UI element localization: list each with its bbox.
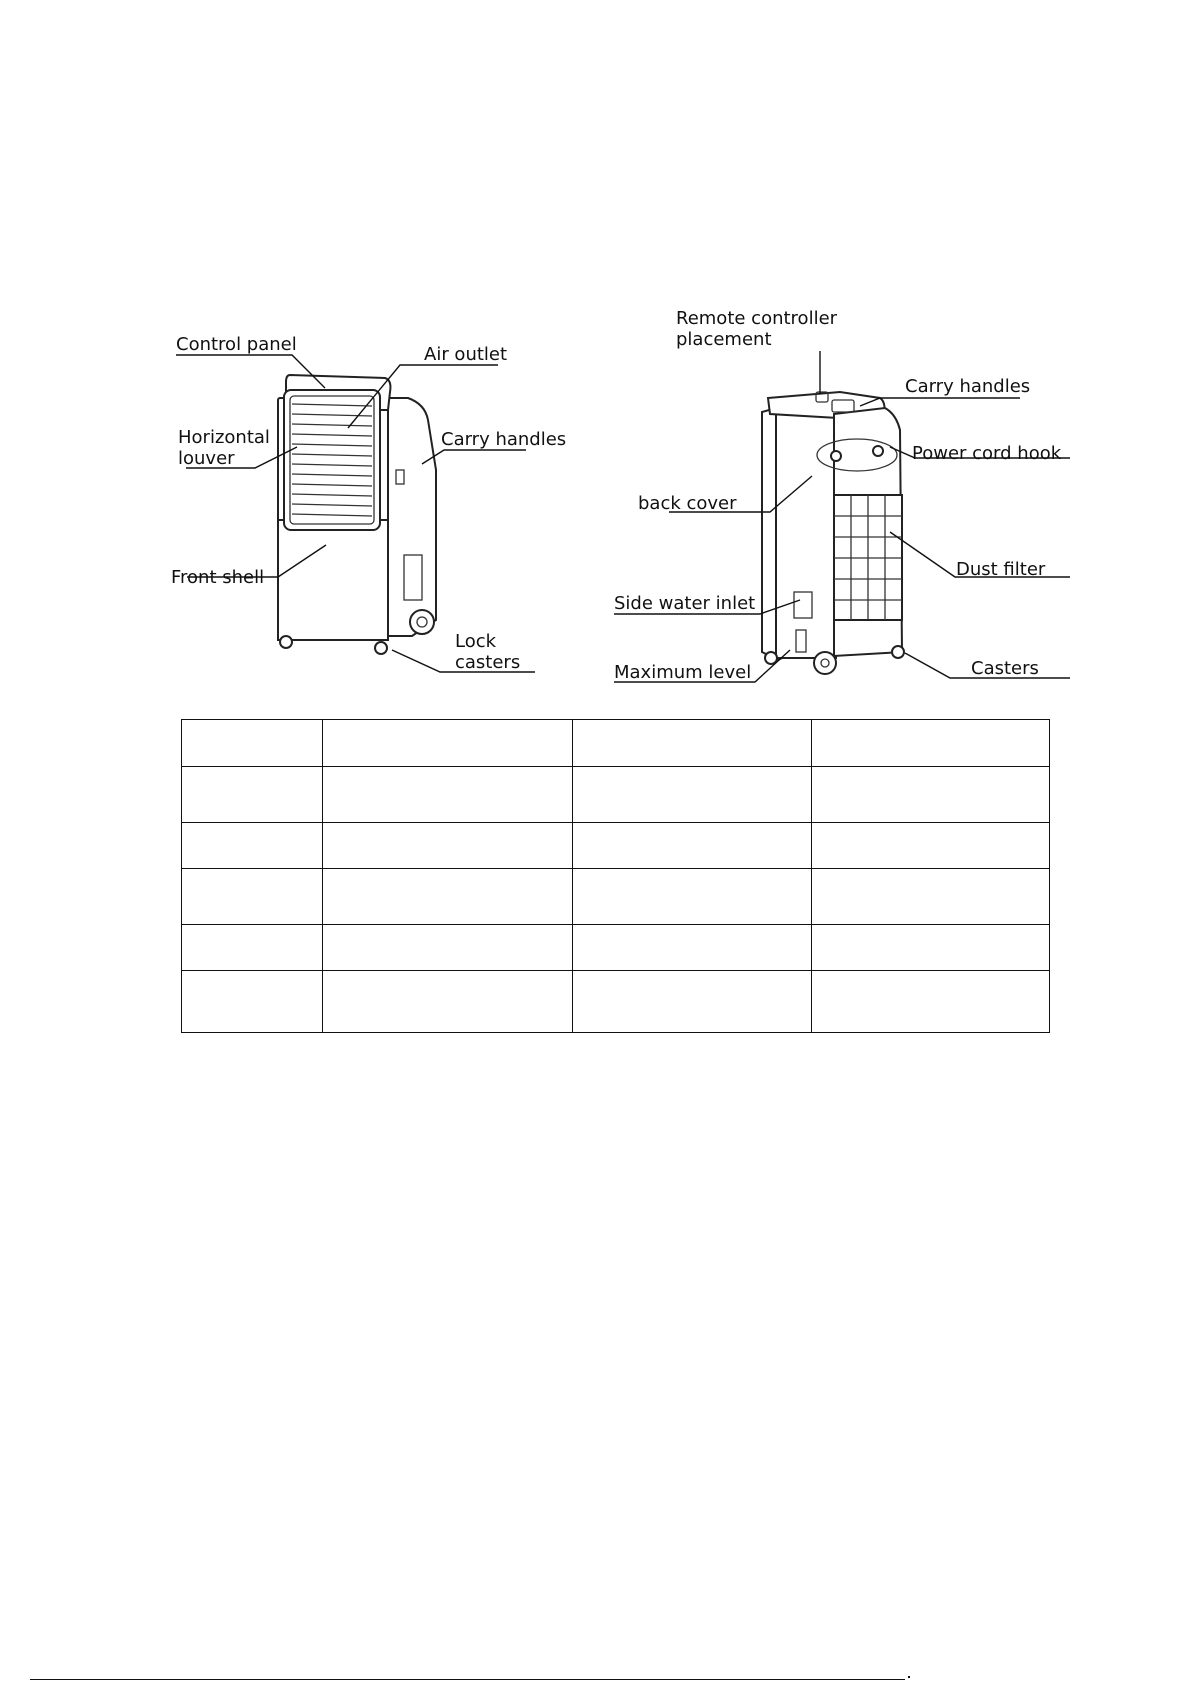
table-cell [573, 720, 812, 767]
label-air-outlet: Air outlet [424, 344, 508, 365]
label-dust-filter: Dust filter [956, 559, 1046, 580]
table-cell [573, 767, 812, 823]
table-cell [573, 823, 812, 869]
table-cell [182, 869, 323, 925]
table-cell [323, 869, 573, 925]
label-lock-casters-line1: Lock [455, 631, 497, 652]
table-row [182, 869, 1050, 925]
back-view-illustration [762, 392, 904, 674]
table-cell [812, 767, 1050, 823]
label-carry-handles-front: Carry handles [441, 429, 567, 450]
label-back-cover: back cover [638, 493, 737, 514]
table-cell [182, 720, 323, 767]
table-cell [573, 925, 812, 971]
table-row [182, 971, 1050, 1033]
table-cell [182, 823, 323, 869]
label-control-panel: Control panel [176, 334, 297, 355]
label-horizontal-louver-line1: Horizontal [178, 427, 270, 448]
label-carry-handles-back: Carry handles [905, 376, 1031, 397]
table-cell [323, 823, 573, 869]
table-cell [812, 971, 1050, 1033]
table-cell [812, 925, 1050, 971]
footer-mark [908, 1676, 910, 1678]
label-horizontal-louver-line2: louver [178, 448, 235, 469]
table-cell [812, 823, 1050, 869]
table-row [182, 823, 1050, 869]
table-cell [323, 767, 573, 823]
label-front-shell: Front shell [171, 567, 265, 588]
label-remote-controller-line1: Remote controller [676, 308, 838, 329]
label-side-water-inlet: Side water inlet [614, 593, 756, 614]
table-cell [812, 869, 1050, 925]
label-lock-casters-line2: casters [455, 652, 521, 673]
product-parts-diagram [0, 0, 1192, 700]
table-cell [573, 971, 812, 1033]
label-casters: Casters [971, 658, 1039, 679]
label-power-cord-hook: Power cord hook [912, 443, 1062, 464]
table-cell [182, 971, 323, 1033]
table-cell [323, 720, 573, 767]
label-maximum-level: Maximum level [614, 662, 752, 683]
footer-rule [30, 1679, 905, 1680]
label-remote-controller-line2: placement [676, 329, 772, 350]
table-row [182, 767, 1050, 823]
table-cell [323, 925, 573, 971]
table-cell [812, 720, 1050, 767]
spec-table [181, 719, 1050, 1033]
table-cell [182, 767, 323, 823]
table-row [182, 925, 1050, 971]
table-cell [573, 869, 812, 925]
table-cell [182, 925, 323, 971]
table-row [182, 720, 1050, 767]
table-cell [323, 971, 573, 1033]
